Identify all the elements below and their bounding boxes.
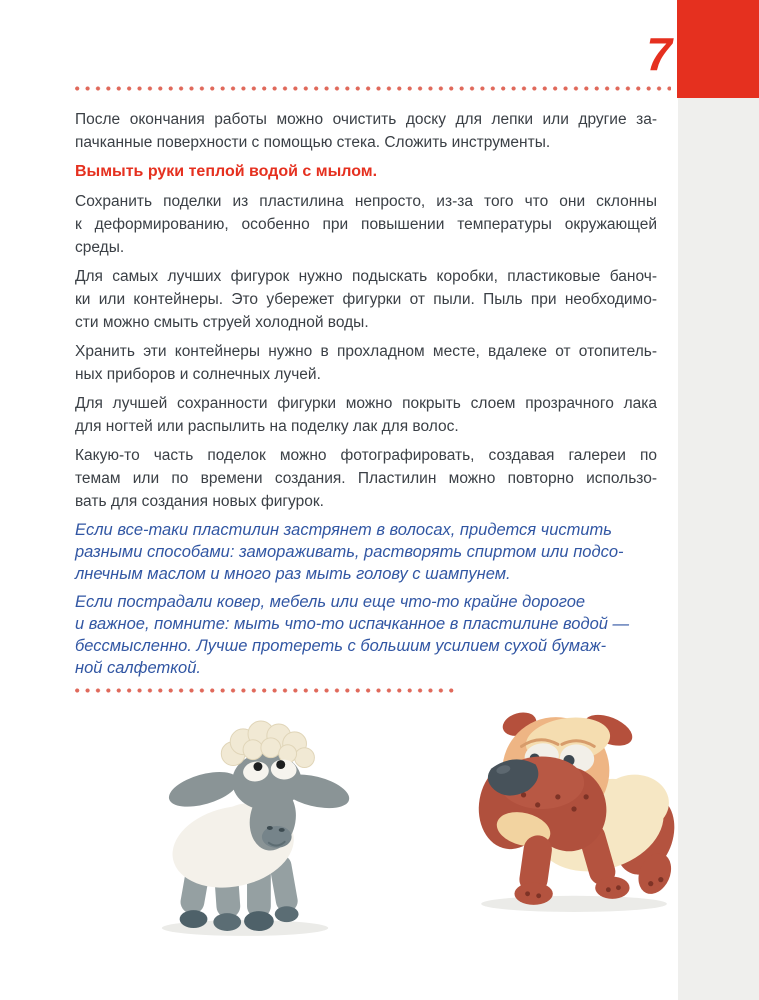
text-column bbox=[75, 108, 657, 685]
paragraph bbox=[75, 265, 657, 334]
text-line: ных приборов и солнечных лучей. bbox=[75, 366, 321, 383]
paragraph bbox=[75, 519, 657, 585]
paragraph bbox=[75, 190, 657, 259]
text-line: бессмысленно. Лучше протереть с большим усилием сухой бумаж- bbox=[75, 637, 607, 655]
text-line: и важное, помните: мыть что-то испачканное в пластилине водой — bbox=[75, 615, 630, 633]
page-number-block bbox=[677, 0, 759, 98]
text-line: пачканные поверхности с помощью стека. Сложить инструменты. bbox=[75, 134, 551, 151]
text-line: Для лучшей сохранности фигурки можно покрыть слоем прозрачного лака bbox=[75, 395, 657, 412]
text-line: темам или по времени создания. Пластилин можно повторно использо- bbox=[75, 470, 657, 487]
page-edge-strip bbox=[678, 0, 759, 1000]
text-line: вать для создания новых фигурок. bbox=[75, 493, 324, 510]
text-line: к деформированию, особенно при повышении температуры окружающей bbox=[75, 216, 657, 233]
dotted-separator-top bbox=[75, 86, 671, 91]
text-line: Какую-то часть поделок можно фотографировать, создавая галереи по bbox=[75, 447, 657, 464]
text-line: ной салфеткой. bbox=[75, 659, 201, 677]
paragraph bbox=[75, 340, 657, 386]
dog-figurine-image bbox=[458, 706, 686, 918]
plasticine-dog-illustration bbox=[458, 706, 686, 918]
text-line: для ногтей или распылить на поделку лак для волос. bbox=[75, 418, 459, 435]
paragraph bbox=[75, 160, 657, 183]
sheep-figurine-image bbox=[146, 710, 356, 938]
text-line: Вымыть руки теплой водой с мылом. bbox=[75, 163, 378, 180]
text-line: Хранить эти контейнеры нужно в прохладном месте, вдалеке от отопитель- bbox=[75, 343, 657, 360]
paragraph bbox=[75, 444, 657, 513]
paragraph bbox=[75, 392, 657, 438]
plasticine-sheep-illustration bbox=[146, 710, 356, 938]
page-number: 7 bbox=[646, 28, 672, 80]
text-line: сти можно смыть струей холодной воды. bbox=[75, 314, 369, 331]
text-line: лнечным маслом и много раз мыть голову с шампунем. bbox=[75, 565, 511, 583]
text-line: среды. bbox=[75, 239, 125, 256]
paragraph bbox=[75, 108, 657, 154]
text-line: Если пострадали ковер, мебель или еще что-то крайне дорогое bbox=[75, 593, 586, 611]
text-line: разными способами: замораживать, растворять спиртом или подсо- bbox=[75, 543, 624, 561]
text-line: ки или контейнеры. Это убережет фигурки от пыли. Пыль при необходимо- bbox=[75, 291, 657, 308]
text-line: Если все-таки пластилин застрянет в волосах, придется чистить bbox=[75, 521, 612, 539]
text-line: Сохранить поделки из пластилина непросто, из-за того что они склонны bbox=[75, 193, 657, 210]
paragraph bbox=[75, 591, 657, 679]
text-line: После окончания работы можно очистить доску для лепки или другие за- bbox=[75, 111, 657, 128]
dotted-separator-bottom bbox=[75, 688, 459, 693]
text-line: Для самых лучших фигурок нужно подыскать коробки, пластиковые баноч- bbox=[75, 268, 657, 285]
